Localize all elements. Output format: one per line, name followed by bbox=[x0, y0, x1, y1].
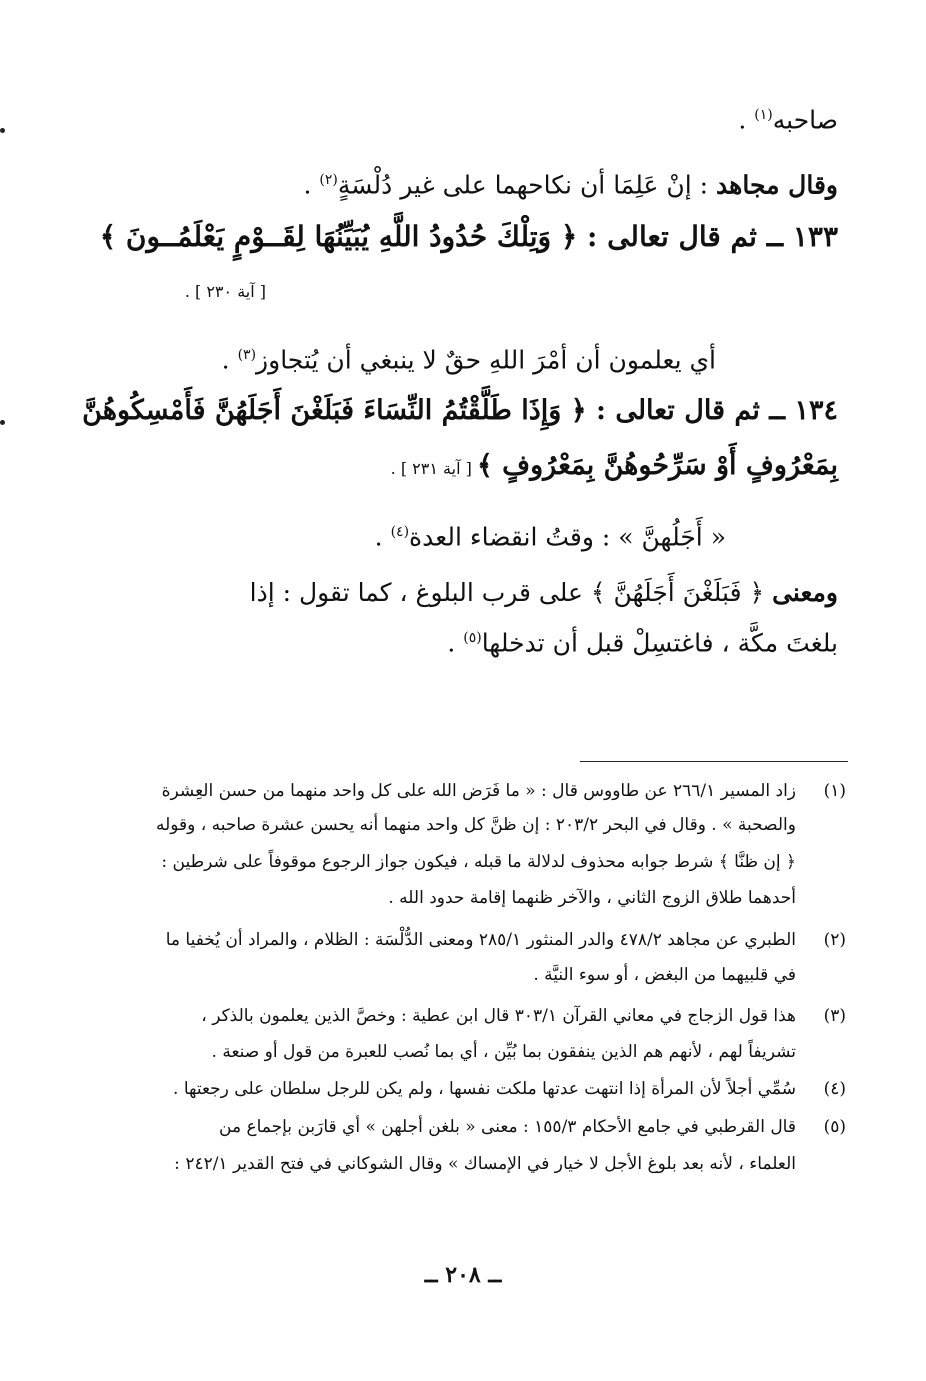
verse-text: ١٣٤ ــ ثم قال تعالى : ﴿ وَإِذَا طَلَّقْتُمُ النِّسَاءَ فَبَلَغْنَ أَجَلَهُنَّ فَأَمْسِكُوهُنَّ bbox=[82, 395, 838, 426]
speaker-name: وقال مجاهد bbox=[716, 170, 838, 200]
footnote-line: والصحبة » . وقال في البحر ٢٠٣/٢ : إن ظنَّ كل واحد منهما أنه يحسن عشرة صاحبه ، وقوله bbox=[155, 815, 796, 835]
main-line-5 bbox=[222, 335, 716, 380]
page-number: ــ ٢٠٨ ــ bbox=[424, 1262, 502, 1288]
footnote-line: هذا قول الزجاج في معاني القرآن ٣٠٣/١ قال ابن عطية : وخصَّ الذين يعلمون بالذكر ، bbox=[201, 1006, 796, 1026]
main-line-10 bbox=[447, 618, 838, 663]
footnote-line: ﴿ إن ظنَّا ﴾ شرط جوابه محذوف لدلالة ما قبله ، فيكون جواز الرجوع موقوفاً على شرطين : bbox=[161, 852, 796, 872]
footnote-line: زاد المسير ٢٦٦/١ عن طاووس قال : « ما فَرَض الله على كل واحد منهما من حسن العِشرة bbox=[161, 781, 796, 801]
footnote-ref: (٢) bbox=[319, 172, 338, 188]
text: . bbox=[374, 522, 391, 552]
verse-text: بِمَعْرُوفٍ أَوْ سَرِّحُوهُنَّ بِمَعْرُوفٍ ﴾ bbox=[476, 450, 838, 481]
main-line-1 bbox=[738, 95, 838, 140]
main-line-2 bbox=[303, 160, 838, 205]
footnote-number: (٣) bbox=[823, 1006, 846, 1026]
footnote-number: (٢) bbox=[823, 930, 846, 950]
footnote-ref: (١) bbox=[754, 107, 773, 123]
text: [ آية ٢٣٠ ] . bbox=[184, 282, 266, 301]
text: . bbox=[447, 628, 464, 658]
main-line-9 bbox=[250, 573, 838, 613]
footnote-ref: (٤) bbox=[390, 524, 410, 540]
text: : إنْ عَلِمَا أن نكاحهما على غير دُلْسَةٍ bbox=[337, 170, 717, 200]
margin-mark bbox=[0, 420, 5, 425]
footnote-number: (٤) bbox=[823, 1079, 846, 1099]
verse-ref-230 bbox=[185, 282, 266, 301]
verse-text: ١٣٣ ــ ثم قال تعالى : ﴿ وَتِلْكَ حُدُودُ اللَّهِ يُبَيِّنُهَا لِقَــوْمٍ يَعْلَمُــونَ ﴾ bbox=[99, 220, 838, 253]
text: أي يعلمون أن أمْرَ اللهِ حقٌ لا ينبغي أن يُتجاوز bbox=[256, 345, 716, 375]
footnote-line: العلماء ، لأنه بعد بلوغ الأجل لا خيار في الإمساك » وقال الشوكاني في فتح القدير ٢٤٢/١ : bbox=[174, 1154, 796, 1174]
verse-134-line-1 bbox=[82, 395, 838, 426]
footnote-line: قال القرطبي في جامع الأحكام ١٥٥/٣ : معنى « بلغن أجلهن » أي قارَبن بإجماع من bbox=[219, 1117, 796, 1137]
footnote-line: الطبري عن مجاهد ٤٧٨/٢ والدر المنثور ٢٨٥/١ ومعنى الدُّلْسَة : الظلام ، والمراد أن يُخفيا ما bbox=[165, 930, 796, 950]
verse-133-line bbox=[100, 220, 838, 253]
footnote-line: تشريفاً لهم ، لأنهم هم الذين ينفقون بما بُيِّن ، أي بما نُصب للعبرة من قول أو صنعة . bbox=[211, 1042, 796, 1062]
footnote-ref: (٥) bbox=[463, 630, 482, 646]
footnote-line: سُمِّي أجلاً لأن المرأة إذا انتهت عدتها ملكت نفسها ، ولم يكن للرجل سلطان على رجعتها . bbox=[173, 1079, 796, 1099]
footnote-divider bbox=[580, 761, 848, 762]
margin-mark bbox=[0, 128, 5, 133]
main-line-8 bbox=[375, 512, 726, 557]
text: « أَجَلُهنَّ » : وقتُ انقضاء العدة bbox=[409, 522, 726, 552]
footnote-ref: (٣) bbox=[237, 347, 257, 363]
text: صاحبه bbox=[772, 105, 838, 135]
footnote-line: أحدهما طلاق الزوج الثاني ، والآخر ظنهما إقامة حدود الله . bbox=[388, 888, 796, 908]
text: ومعنى bbox=[772, 578, 838, 607]
text: بلغتَ مكَّة ، فاغتسِلْ قبل أن تدخلها bbox=[481, 628, 838, 658]
footnote-number: (٥) bbox=[823, 1117, 846, 1137]
verse-ref-231: [ آية ٢٣١ ] . bbox=[390, 459, 477, 478]
text: . bbox=[738, 105, 755, 135]
text: . bbox=[303, 170, 320, 200]
footnote-number: (١) bbox=[823, 781, 846, 801]
text: ﴿ فَبَلَغْنَ أَجَلَهُنَّ ﴾ على قرب البلوغ ، كما تقول : إذا bbox=[249, 578, 773, 607]
verse-134-line-2 bbox=[391, 450, 838, 481]
text: . bbox=[221, 345, 238, 375]
footnote-line: في قلبيهما من البغض ، أو سوء النيَّة . bbox=[533, 965, 796, 985]
